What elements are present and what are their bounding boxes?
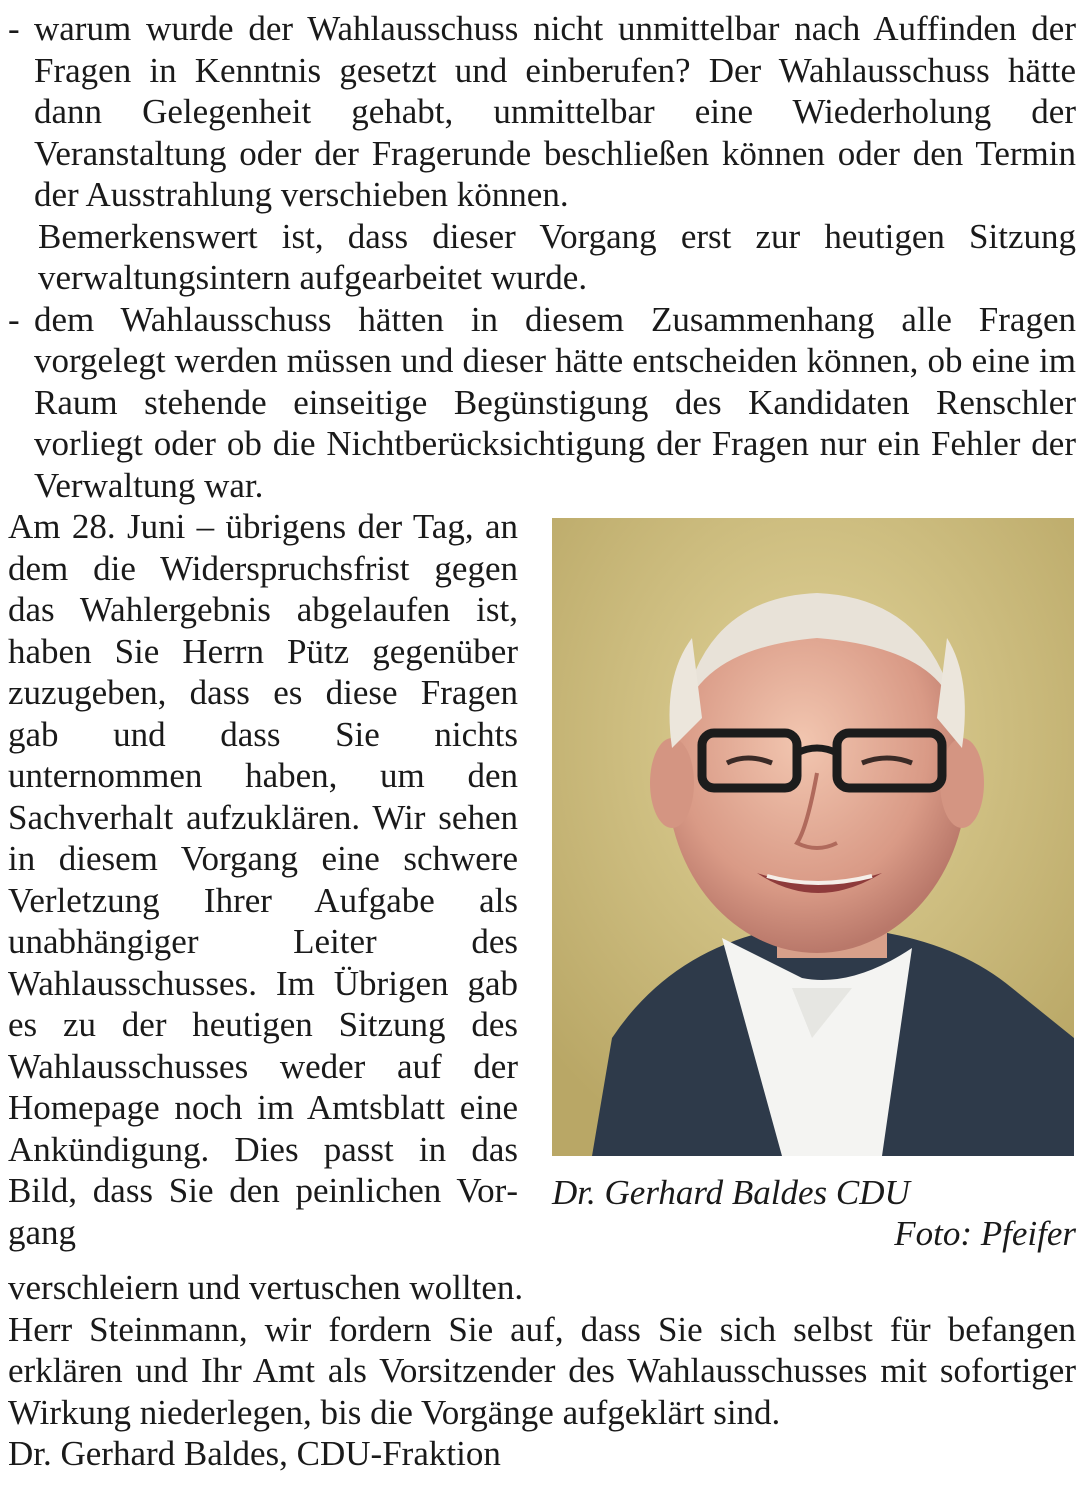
column-tail: verschleiern und vertuschen wollten.	[8, 1268, 524, 1307]
caption-name: Dr. Gerhard Baldes CDU	[552, 1173, 910, 1212]
bullet-continuation-1: Bemerkenswert ist, dass dieser Vorgang erst zur heutigen Sitzung verwaltungsintern aufgearbeitet wurde.	[38, 216, 1076, 297]
closing-paragraph: Herr Steinmann, wir fordern Sie auf, dass Sie sich selbst für befangen erklären und Ihr Amt als Vorsitzender des Wahlausschusses mit sofortiger Wirkung niederlegen, bis die Vorgänge aufgeklärt sind.	[8, 1309, 1076, 1432]
bullet-text-2: dem Wahlausschuss hätten in diesem Zusammenhang alle Fragen vorgelegt werden müssen und dieser hätte entscheiden können, ob eine im Raum stehende einseitige Begünstigung des Kandidaten Renschler vorliegt oder ob die Nichtberücksichtigung der Fragen nur ein Fehler der Verwaltung war.	[34, 299, 1076, 505]
photo-caption	[552, 1172, 1076, 1254]
bullet-marker: -	[8, 9, 20, 48]
column-paragraph: Am 28. Juni – übrigens der Tag, an dem die Widerspruchsfrist gegen das Wahlergebnis abgelaufen ist, haben Sie Herrn Pütz gegenüber zuzugeben, dass es diese Fragen gab und dass Sie nichts unternommen haben, um den Sachverhalt aufzuklären. Wir sehen in diesem Vorgang eine schwere Verletzung Ihrer Aufgabe als unabhängiger Leiter des Wahlausschusses. Im Übrigen gab es zu der heutigen Sitzung des Wahlausschusses weder auf der Homepage noch im Amtsblatt eine Ankündigung. Dies passt in das Bild, dass Sie den peinlichen Vorgang	[8, 507, 518, 1252]
signature: Dr. Gerhard Baldes, CDU-Fraktion	[8, 1434, 501, 1473]
photo-credit: Foto: Pfeifer	[894, 1214, 1076, 1253]
photo-figure	[552, 518, 1076, 1254]
bullet-item-2	[8, 299, 1076, 507]
article	[8, 8, 1076, 1475]
bullet-text-1: warum wurde der Wahlausschuss nicht unmittelbar nach Auffinden der Fragen in Kenntnis gesetzt und einberufen? Der Wahlausschuss hätte dann Gelegenheit gehabt, unmittelbar eine Wiederholung der Veranstaltung oder der Fragerunde beschließen können oder den Termin der Ausstrahlung verschieben können.	[34, 9, 1076, 214]
bullet-item-1	[8, 8, 1076, 299]
portrait-photo	[552, 518, 1074, 1156]
bullet-marker: -	[8, 299, 20, 339]
column-section	[8, 506, 1076, 1267]
closing-section	[8, 1267, 1076, 1475]
portrait-illustration	[552, 518, 1074, 1156]
